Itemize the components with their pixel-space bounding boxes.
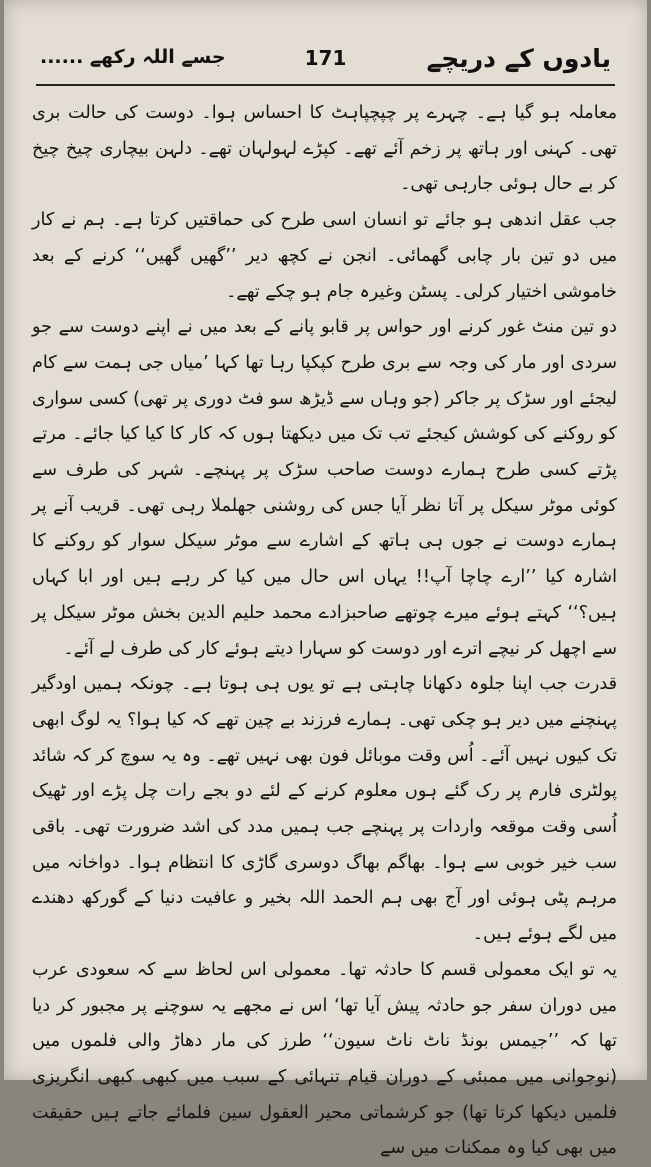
- paragraph: قدرت جب اپنا جلوہ دکھانا چاہتی ہے تو یوں ہی ہوتا ہے۔ چونکہ ہمیں اودگیر پہنچنے میں دیر ہو چکی تھی۔ ہمارے فرزند بے چین تھے کہ کیا ہوا؟ یہ لوگ ابھی تک کیوں نہیں آئے۔ اُس وقت موبائل فون بھی نہیں تھے۔ وہ یہ سوچ کر کہ شائد پولٹری فارم پر رک گئے ہوں معلوم کرنے کے لئے دو بجے رات چل پڑے اور ٹھیک اُسی وقت موقعہ واردات پر پہنچے جب ہمیں مدد کی اشد ضرورت تھی۔ باقی سب خیر خوبی سے ہوا۔ بھاگم بھاگ دوسری گاڑی کا انتظام ہوا۔ دواخانہ میں مرہم پٹی ہوئی اور آج بھی ہم الحمد اللہ بخیر و عافیت دنیا کے گورکھ دھندے میں لگے ہوئے ہیں۔: [32, 674, 617, 945]
- book-title: یادوں کے دریچے: [426, 44, 611, 73]
- paragraph: جب عقل اندھی ہو جائے تو انسان اسی طرح کی حماقتیں کرتا ہے۔ ہم نے کار میں دو تین بار چابی گھمائی۔ انجن نے کچھ دیر ’’گھیں گھیں‘‘ کرنے کے بعد خاموشی اختیار کرلی۔ پسٹن وغیرہ جام ہو چکے تھے۔: [32, 210, 617, 302]
- book-page: [4, 0, 647, 1159]
- page-body: [32, 96, 617, 1159]
- paragraph: معاملہ ہو گیا ہے۔ چہرے پر چپچپاہٹ کا احساس ہوا۔ دوست کی حالت بری تھی۔ کہنی اور ہاتھ پر زخم آئے تھے۔ کپڑے لہولہان تھے۔ دلہن بیچاری چیخ چیخ کر بے حال ہوئی جارہی تھی۔: [32, 103, 617, 195]
- paragraph: یہ تو ایک معمولی قسم کا حادثہ تھا۔ معمولی اس لحاظ سے کہ سعودی عرب میں دوران سفر جو حادثہ پیش آیا تھا‘ اس نے مجھے یہ سوچنے پر مجبور کر دیا تھا کہ ’’جیمس بونڈ ناٹ ناٹ سیون‘‘ طرز کی مار دھاڑ والی فلموں میں (نوجوانی میں ممبئی کے دوران قیام تنہائی کے سبب میں کبھی کبھی انگریزی فلمیں دیکھا کرتا تھا) جو کرشماتی محیر العقول سین فلمائے جاتے ہیں حقیقت میں بھی کیا وہ ممکنات میں سے: [32, 959, 617, 1159]
- chapter-title: جسے اللہ رکھے ......: [40, 46, 226, 68]
- paragraph: دو تین منٹ غور کرنے اور حواس پر قابو پانے کے بعد میں نے اپنے دوست سے جو سردی اور مار کی وجہ سے بری طرح کپکپا رہا تھا کہا ’میاں جی ہمت سے کام لیجئے اور سڑک پر جاکر (جو وہاں سے ڈیڑھ سو فٹ دوری پر تھی) کسی سواری کو روکنے کی کوشش کیجئے تب تک میں دیکھتا ہوں کہ کار کا کیا کیا جائے۔ مرتے پڑتے کسی طرح ہمارے دوست صاحب سڑک پر پہنچے۔ شہر کی طرف سے کوئی موٹر سیکل پر آتا نظر آیا جس کی روشنی جھلملا رہی تھی۔ قریب آنے پر ہمارے دوست نے جوں ہی ہاتھ کے اشارے سے موٹر سیکل سوار کو روکنے کا اشارہ کیا ’’ارے چاچا آپ!! یہاں اس حال میں کیا کر رہے ہیں اور ابا کہاں ہیں؟‘‘ کہتے ہوئے میرے چوتھے صاحبزادے محمد حلیم الدین بخش موٹر سیکل پر سے اچھل کر نیچے اترے اور دوست کو سہارا دیتے ہوئے کار کی طرف لے آئے۔: [32, 317, 617, 659]
- page-number: 171: [304, 46, 347, 70]
- header-divider: [36, 84, 615, 86]
- page-header: [34, 38, 617, 82]
